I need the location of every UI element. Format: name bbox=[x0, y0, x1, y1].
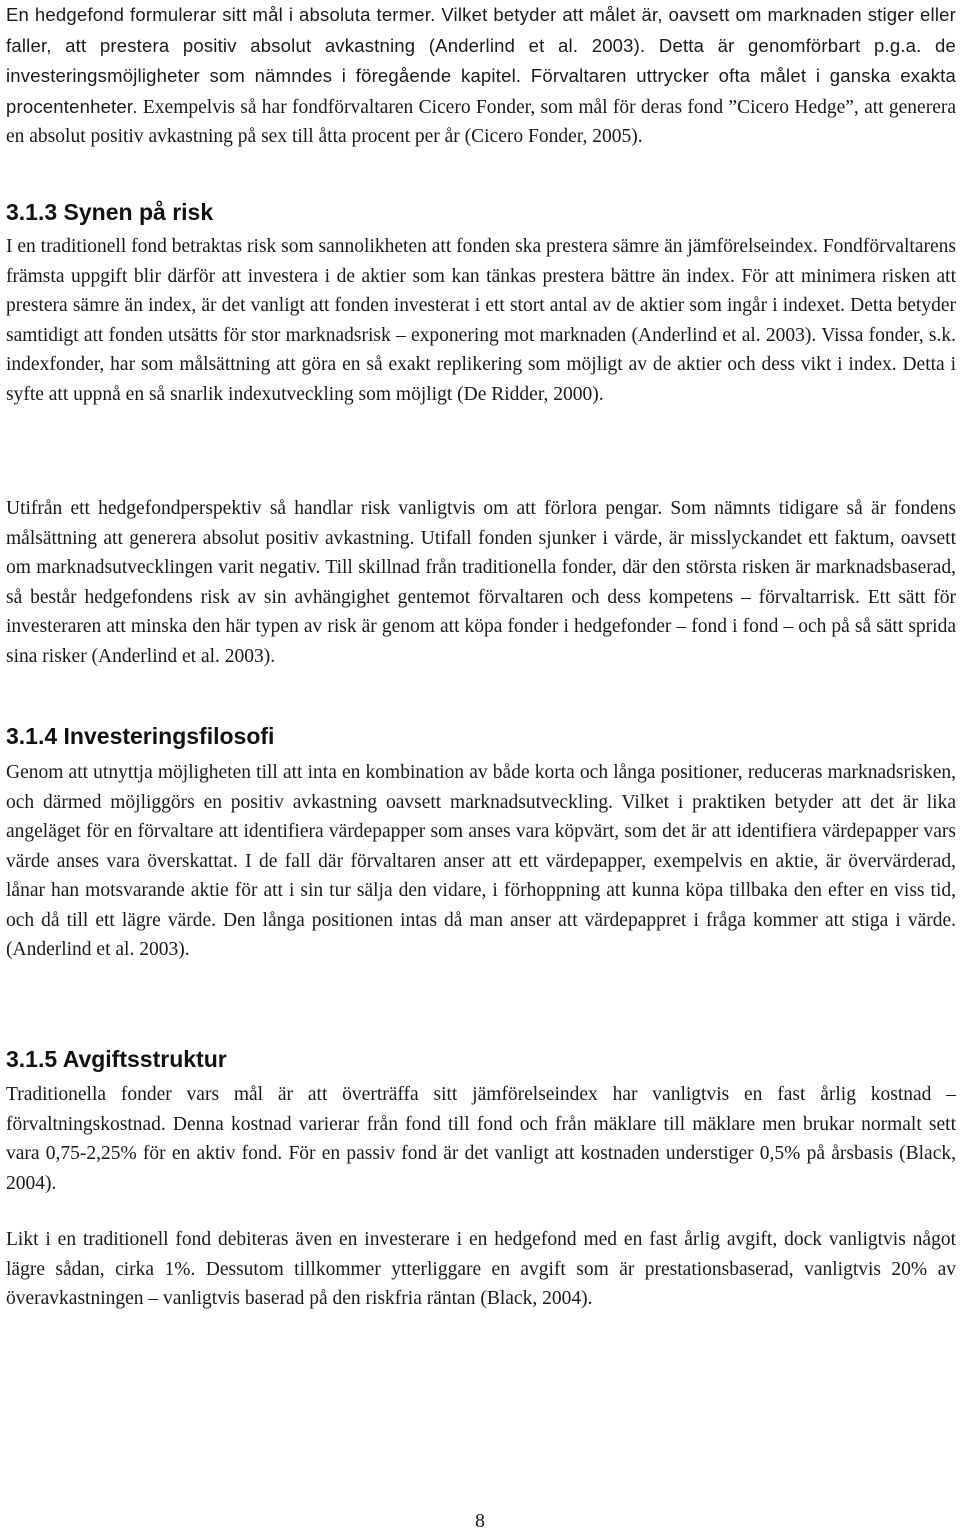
section-heading-3-1-3: 3.1.3 Synen på risk bbox=[6, 199, 214, 225]
section-heading-3-1-4: 3.1.4 Investeringsfilosofi bbox=[6, 723, 275, 749]
intro-paragraph bbox=[6, 0, 956, 152]
investment-philosophy-paragraph: Genom att utnyttja möjligheten till att inta en kombination av både korta och långa positioner, reduceras marknadsrisken, och därmed möjliggörs en positiv avkastning oavsett marknadsutveckling. Vilket i praktiken betyder att det är lika angeläget för en förvaltare att identifiera värdepapper som anses vara köpvärt, som det är att identifiera värdepapper vars värde anses vara överskattat. I de fall där förvaltaren anser att ett värdepapper, exempelvis en aktie, är övervärderad, lånar han motsvarande aktie för att i sin tur sälja den vidare, i förhoppning att kunna köpa tillbaka den efter en viss tid, och då till ett lägre värde. Den långa positionen intas då man anser att värdepappret i fråga kommer att stiga i värde. (Anderlind et al. 2003). bbox=[6, 762, 956, 960]
intro-paragraph-serif-part: Exempelvis så har fondförvaltaren Cicero Fonder, som mål för deras fond ”Cicero Hedge”, att generera en absolut positiv avkastning på sex till åtta procent per år (Cicero Fonder, 2005). bbox=[6, 96, 956, 147]
fee-structure-paragraph-2: Likt i en traditionell fond debiteras även en investerare i en hedgefond med en fast årlig avgift, dock vanligtvis något lägre sådan, cirka 1%. Dessutom tillkommer ytterliggare en avgift som är prestationsbaserad, vanligtvis 20% av överavkastningen – vanligtvis baserad på den riskfria räntan (Black, 2004). bbox=[6, 1229, 956, 1309]
page-number: 8 bbox=[475, 1510, 485, 1532]
risk-paragraph-1: I en traditionell fond betraktas risk som sannolikheten att fonden ska prestera sämre än jämförelseindex. Fondförvaltarens främsta uppgift blir därför att investera i de aktier som kan tänkas prestera bättre än index. För att minimera risken att prestera sämre än index, är det vanligt att fonden investerat i ett stort antal av de aktier som ingår i indexet. Detta betyder samtidigt att fonden utsätts för stor marknadsrisk – exponering mot marknaden (Anderlind et al. 2003). Vissa fonder, s.k. indexfonder, har som målsättning att göra en så exakt replikering som möjligt av de aktier och dess vikt i index. Detta i syfte att uppnå en så snarlik indexutveckling som möjligt (De Ridder, 2000). bbox=[6, 236, 956, 405]
fee-structure-paragraph-1: Traditionella fonder vars mål är att överträffa sitt jämförelseindex har vanligtvis en fast årlig kostnad – förvaltningskostnad. Denna kostnad varierar från fond till fond och från mäklare till mäklare men brukar normalt sett vara 0,75-2,25% för en aktiv fond. För en passiv fond är det vanligt att kostnaden understiger 0,5% på årsbasis (Black, 2004). bbox=[6, 1084, 956, 1194]
intro-paragraph-sans-part: En hedgefond formulerar sitt mål i absoluta termer. Vilket betyder att målet är, oavsett om marknaden stiger eller faller, att prestera positiv absolut avkastning (Anderlind et al. 2003). Detta är genomförbart p.g.a. de investeringsmöjligheter som nämndes i föregående kapitel. Förvaltaren uttrycker ofta målet i ganska exakta procentenheter. bbox=[6, 4, 956, 117]
section-heading-3-1-5: 3.1.5 Avgiftsstruktur bbox=[6, 1046, 227, 1072]
risk-paragraph-2: Utifrån ett hedgefondperspektiv så handlar risk vanligtvis om att förlora pengar. Som nämnts tidigare så är fondens målsättning att generera absolut positiv avkastning. Utifall fonden sjunker i värde, är misslyckandet ett faktum, oavsett om marknadsutvecklingen varit negativ. Till skillnad från traditionella fonder, där den största risken är marknadsbaserad, så består hedgefondens risk av sin avhängighet gentemot förvaltaren och dess kompetens – förvaltarrisk. Ett sätt för investeraren att minska den här typen av risk är genom att köpa fonder i hedgefonder – fond i fond – och på så sätt sprida sina risker (Anderlind et al. 2003). bbox=[6, 498, 956, 667]
